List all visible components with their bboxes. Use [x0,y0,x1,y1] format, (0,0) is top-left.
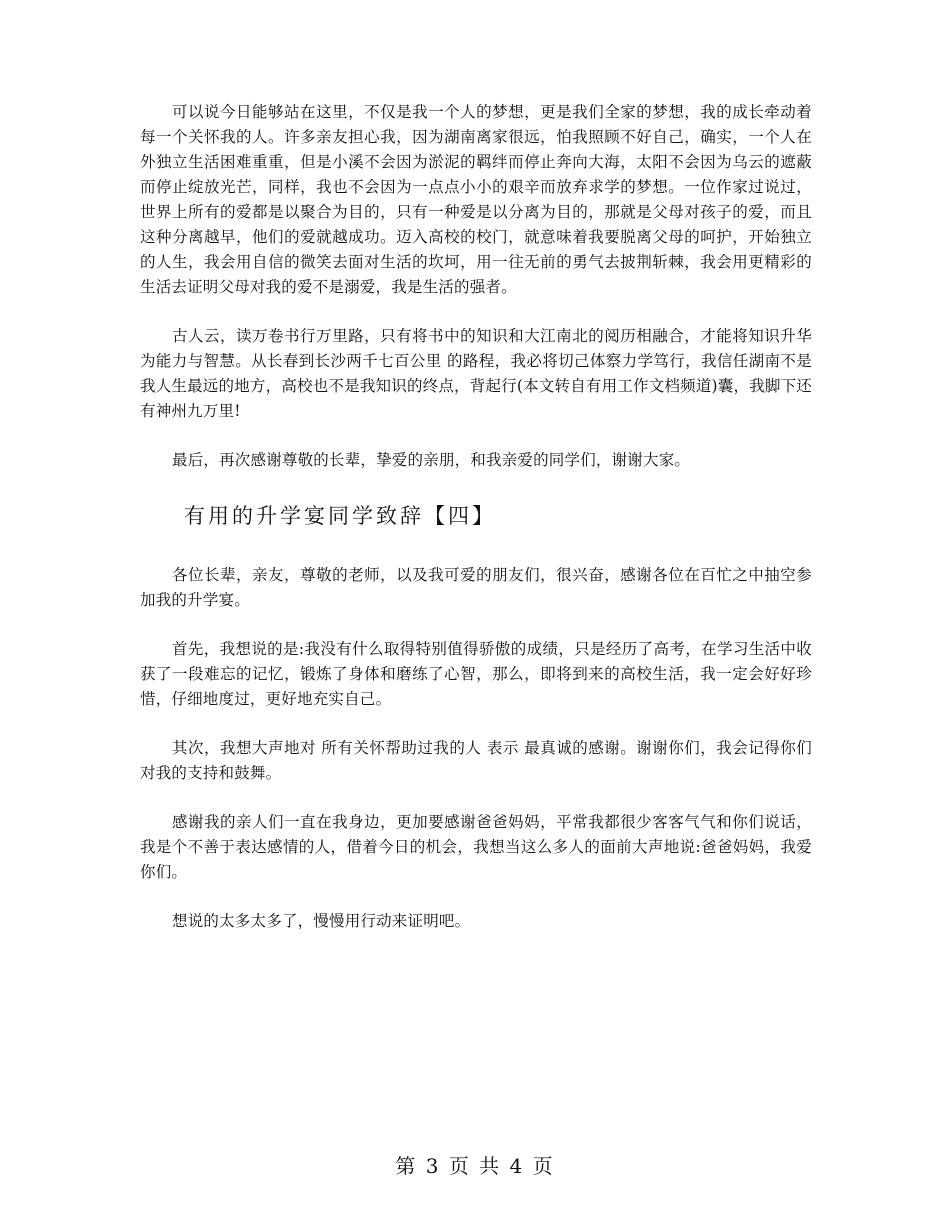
paragraph: 其次，我想大声地对 所有关怀帮助过我的人 表示 最真诚的感谢。谢谢你们，我会记得你们对我的支持和鼓舞。 [140,739,812,782]
section-heading: 有用的升学宴同学致辞【四】 [184,504,496,528]
paragraph: 感谢我的亲人们一直在我身边，更加要感谢爸爸妈妈，平常我都很少客客气气和你们说话，我是个不善于表达感情的人，借着今日的机会，我想当这么多人的面前大声地说:爸爸妈妈，我爱你们。 [140,813,812,881]
document-body [140,100,812,958]
paragraph: 首先，我想说的是:我没有什么取得特别值得骄傲的成绩，只是经历了高考，在学习生活中收获了一段难忘的记忆，锻炼了身体和磨练了心智，那么，即将到来的高校生活，我一定会好好珍惜，仔细地度过，更好地充实自己。 [140,640,812,708]
paragraph: 可以说今日能够站在这里，不仅是我一个人的梦想，更是我们全家的梦想，我的成长牵动着每一个关怀我的人。许多亲友担心我，因为湖南离家很远，怕我照顾不好自己，确实，一个人在外独立生活困难重重，但是小溪不会因为淤泥的羁绊而停止奔向大海，太阳不会因为乌云的遮蔽而停止绽放光芒，同样，我也不会因为一点点小小的艰辛而放弃求学的梦想。一位作家过说过，世界上所有的爱都是以聚合为目的，只有一种爱是以分离为目的，那就是父母对孩子的爱，而且这种分离越早，他们的爱就越成功。迈入高校的校门，就意味着我要脱离父母的呵护，开始独立的人生，我会用自信的微笑去面对生活的坎坷，用一往无前的勇气去披荆斩棘，我会用更精彩的生活去证明父母对我的爱不是溺爱，我是生活的强者。 [140,103,812,296]
paragraph: 各位长辈，亲友，尊敬的老师，以及我可爱的朋友们，很兴奋，感谢各位在百忙之中抽空参加我的升学宴。 [140,566,812,609]
paragraph: 古人云，读万卷书行万里路，只有将书中的知识和大江南北的阅历相融合，才能将知识升华为能力与智慧。从长春到长沙两千七百公里 的路程，我必将切己体察力学笃行，我信任湖南不是我人生最远的地方，高校也不是我知识的终点，背起行(本文转自有用工作文档频道)囊，我脚下还有神州九万里! [140,327,812,420]
page-footer: 第 3 页 共 4 页 [395,1154,555,1178]
paragraph: 最后，再次感谢尊敬的长辈，挚爱的亲朋，和我亲爱的同学们，谢谢大家。 [172,451,691,469]
paragraph: 想说的太多太多了，慢慢用行动来证明吧。 [172,912,471,930]
